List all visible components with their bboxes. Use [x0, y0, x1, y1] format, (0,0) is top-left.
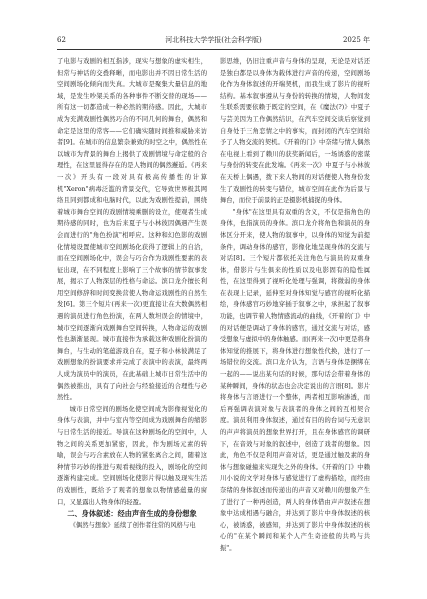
header-divider — [57, 49, 370, 50]
body-paragraph: 城市日常空间的剧场化使空间成为影像视觉化的身体与表演，并中与室内等空间成为戏剧舞台的缩影与日常生活的接近。导演在这种剧场化的空间中，人物之间的关系更加紧密，因此，作为剧场元素的转喻，误会与巧合素放在人物的紧张离合之间，随着这种情节巧妙的推进与观看视线的投入，剧场化的空间逐渐构建完成。空间剧场化使影片得以触及现实生活的戏剧性，既给予了观者的想象以物情感蕴量的窗口，又显露出人物身体的轻盈。 — [57, 405, 207, 506]
body-paragraph: 了电影与戏剧的相互指涉，现实与想象的虚实相生，但常与神话的交叠释晰，而电影出并不因日常生活的空间剧场化倾向而失真。大城市是聚集大量信息的地域，是发生吵架关系的各种事件不断交替的现场——所有这一切都造成一种必然的期待感。因此，大城市成为充满戏剧性偶然巧合的不同几何的舞台，偶然和命定是这里的常客——它们确实随时间推和威胁来访者[9]。在城市的信息繁杂兼致的时空之中，偶然性在以城市为背景的舞台上揭供了戏剧情境与命定般的合理性，在这里显得存在的是人物间的偶然邂逅。《再来一次》开头有一段对具有极高传播性的计算机"Xeron"病毒泛滥的背景交代，它导致世界极其网络且同到都成和电脑时代，以此为戏剧性提前，围绕着城市舞台空间的戏剧情境乘删的设立，使观者生成期待感的同时，也为后来夏子与小林彼因偶遇产生误会而进行的"角色扮演"相呼应。这种和幻色影的戏剧化情境设置使城市空间剧场化获得了逻辑上的自洽，而在空间剧场化中，误会与巧合作为戏剧性要素的表征出现，在不同程度上影响了三个故事的情节叙事发展，揭示了人物深层的性格与命运。滨口龙介擅长利用空间修辞和时间变换营使人物命运戏剧性的自然生发[6]。第三个短片(再来一次)更直接让在大数偶然相遇的演员进行角色扮演，在两人数坦误会的情境中，城市空间逐渐向戏剧舞台空间转换，人物命运的戏剧性也渐渐显现。城市直接作为承载这种戏剧化扮演的舞台，与生动的笔蕴游戏自在，夏子和小林彼满足了戏剧想象的扮演要求并完成了表演中的表演，最终两人成为演员中的演员，在此基础上城市日常生活中的偶然被推出，具有了向社会与经验接近的合理性与必然性。 — [57, 58, 207, 402]
body-paragraph: "身体"在这里具有双重的含义，不仅是指角色的身体，也指演员的身体。滨口龙介将角色和演员的身体区分开来，使人物的叙事中，以身体的知觉为前提条件，调动身体的感官，影像化地呈现身体的交流与对话[8]。三个短片都依托关注角色与演员的双重身体，借影片与生俱来的性质以及电影固有的隐性属性，在这里得到了视听化处理与强调，将微弱的身体在表现上记录，延伸至对身体知觉与感官的视听化描绘，身体感官巧妙地穿插于叙事之中，承担起了叙事功能，也调节着人物情感流动的曲线，《开着的门》中的对话便是调动了身体的感官，通过交流与对话，感受想象与虚拟中的身体触感。而(再来一次)中更是将身体知觉的推展下，将身体进行想象性代换，进行了一场错位的交流。滨口龙介认为，言语与身体是捆绑在一起的——说出某句话的时候，那句话会带着身体的某种瞬间，身体的状态也会决定说出的言语[8]。影片将身体与言语进行一个整体，两者相互影响渗透，而后再强调表演对象与表演者的身体之间的互相契合度。演员利用身体叙述，通过有目的的台词与无意识的声声将演员的想象世界打开，且在身体感官的调研下，在音效与对象的叙述中，创造了戏者的想象。因此，角色不仅是利用声音对话，更是通过触及素的身体与想象碰撞来实现失之外的身体。《开着的门》中赖川小说的文学对身体与感觉进行了虚构描绘，而经由奈绪的身体叙述而传递出的声音又对赖川的想象产生了进行了一种再创造，两人的身体借由声声叙述在想象中达成相遇与融合，并达到了影片中身体叙述的核心，被诱惑，被感知，并达到了影片中身体叙述的核心的"在某个瞬间和某个人产生奇迹般的共鸣与共振"。 — [220, 208, 370, 552]
left-column — [57, 56, 207, 532]
page-number: 62 — [57, 36, 66, 44]
body-paragraph: 《偶然与想象》延续了创作者往常的风格与电 — [69, 522, 196, 530]
right-column — [220, 56, 370, 555]
section-heading: 二、身体叙述：经由声音生成的身份想象 — [67, 509, 197, 519]
journal-title: 河北科技大学学报(社会科学版) — [165, 36, 262, 44]
running-header — [57, 34, 370, 46]
publication-year: 2025 年 — [342, 36, 370, 44]
body-paragraph: 影思维，仍旧注重声音与身体的呈现，无论是对话还是独白都是以身体为载体进行声音的传递，空间剧场化作为身体叙述的开端契机，而我生成了影片的视听结构。基本叙事遵从与身份的转换的情境，人物间发生联系需要依赖于既定的空间，在《魔法(?)》中夏子与芸美因为工作偶然结识，在汽车空间交谈后察觉到自身处于三角恋情之中的事实，而封闭的汽车空间给予了人物交流的契机。《开着的门》中奈绪与情人偶然在电视上看到了赖川的获奖新闻后，一场诱惑的密谋与身份的转变在此发端。《再来一次》中夏子与小林彼在天桥上偶遇，拨下来人物间的对话便使人物身份发生了戏剧性的转变与错位，城市空间在此作为后景与舞台，而位于前景的正是摄影机捕捉的身体。 — [220, 58, 370, 205]
